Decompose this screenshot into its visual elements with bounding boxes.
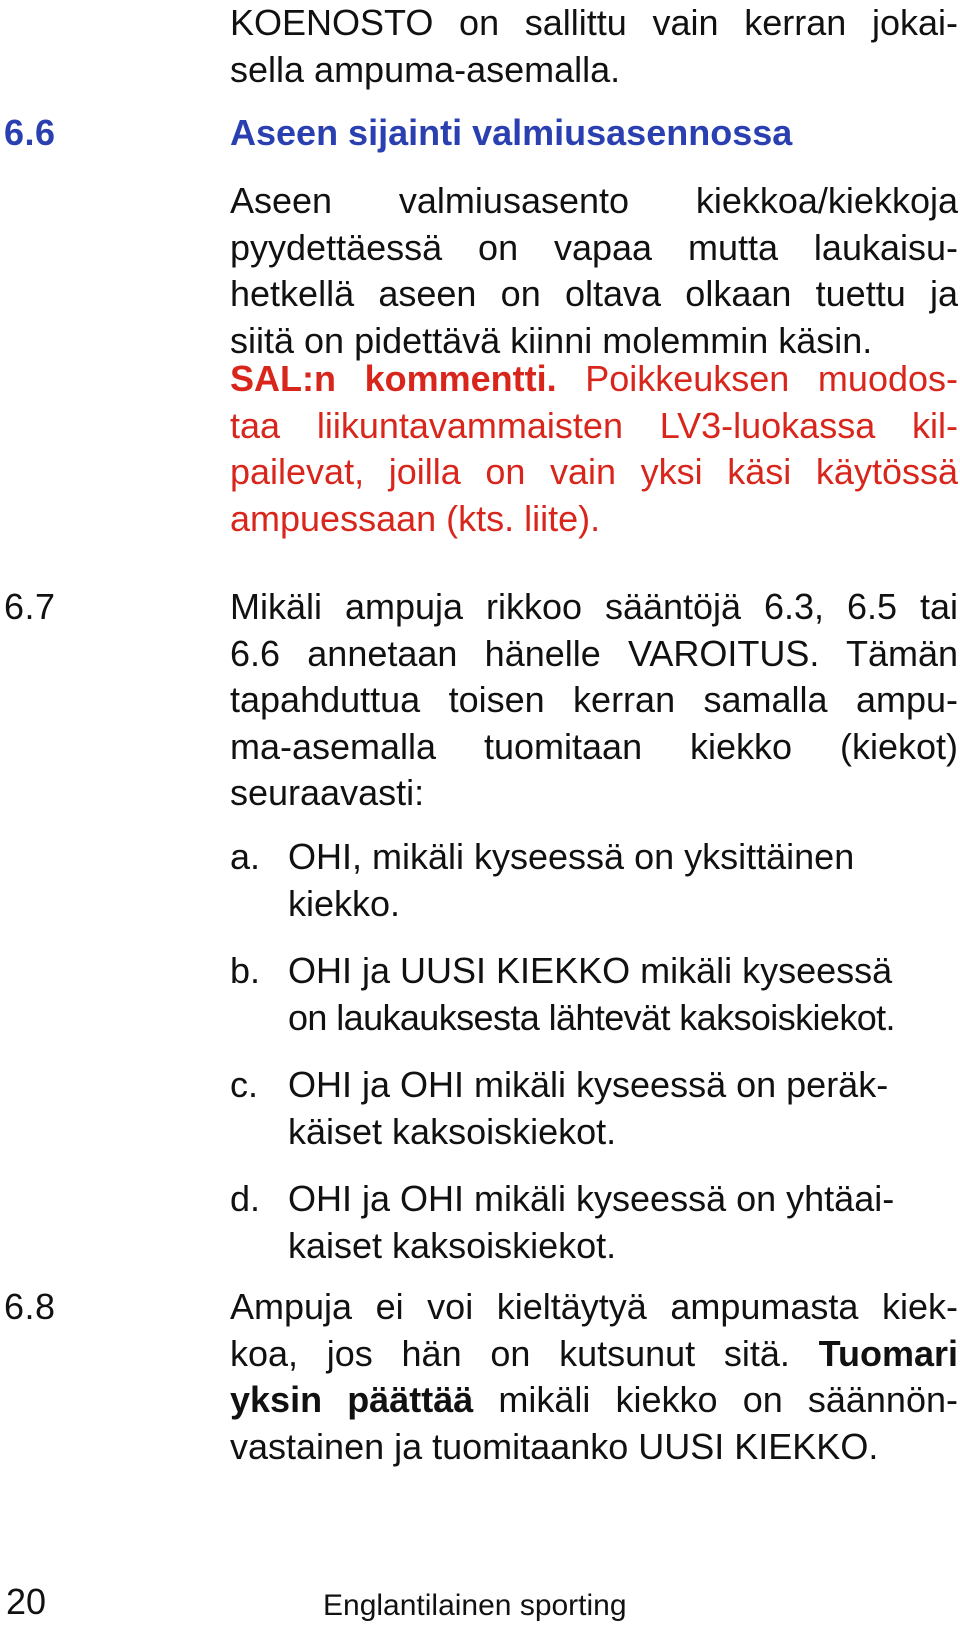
text-line: 6.6 annetaan hänelle VAROITUS. Tämän [230,632,958,674]
text-line: OHI ja OHI mikäli kyseessä on yhtäai- [288,1178,895,1219]
list-item [230,948,958,1041]
section-number-6-7: 6.7 [4,586,56,627]
comment-line [230,356,958,403]
section-6-7-paragraph [230,584,958,817]
section-number-6-8: 6.8 [4,1286,56,1327]
list-item-label: b. [230,950,261,991]
penalty-list [230,834,958,1269]
text-line [230,1377,958,1424]
text-line: vastainen ja tuomitaanko UUSI KIEKKO. [230,1425,879,1467]
text-line: Aseen valmiusasento kiekkoa/kiekkoja [230,180,958,221]
text-line: KOENOSTO on sallittu vain kerran jokai- [230,2,958,43]
list-item-label: d. [230,1178,261,1219]
emphasis-text: Tuomari [818,1332,958,1374]
text-line: sella ampuma-asemalla. [230,48,621,90]
text-line: käiset kaksoiskiekot. [288,1110,617,1152]
text-line: tapahduttua toisen kerran samalla ampu- [230,679,958,720]
section-6-6-paragraph [230,178,958,364]
text-line: Ampuja ei voi kieltäytyä ampumasta kiek- [230,1286,958,1327]
comment-line: taa liikuntavammaisten LV3-luokassa kil- [230,404,958,446]
list-item-label: c. [230,1064,259,1105]
section-title: Aseen sijainti valmiusasennossa [230,112,793,153]
text-line: OHI ja UUSI KIEKKO mikäli kyseessä [288,950,893,991]
section-6-8-paragraph [230,1284,958,1470]
comment-text: Poikkeuksen muodos- [556,358,958,399]
text-line: kaiset kaksoiskiekot. [288,1224,617,1266]
text-run: mikäli kiekko on säännön- [473,1379,958,1420]
sal-comment [230,356,958,542]
footer-title: Englantilainen sporting [323,1589,627,1622]
text-line: OHI, mikäli kyseessä on yksittäinen [288,836,855,877]
text-line: pyydettäessä on vapaa mutta laukaisu- [230,226,958,268]
list-item [230,1176,958,1269]
intro-paragraph [230,0,958,93]
text-line: hetkellä aseen on oltava olkaan tuettu ja [230,273,958,314]
list-item [230,1062,958,1155]
text-line: Mikäli ampuja rikkoo sääntöjä 6.3, 6.5 tai [230,586,958,627]
comment-line: ampuessaan (kts. liite). [230,497,601,539]
comment-line: pailevat, joilla on vain yksi käsi käytössä [230,451,958,492]
text-run: koa, jos hän on kutsunut sitä. [230,1332,819,1374]
comment-label: SAL:n kommentti. [230,358,557,399]
text-line: ma-asemalla tuomitaan kiekko (kiekot) [230,725,958,767]
section-heading-6-6 [230,110,958,157]
list-item [230,834,958,927]
list-item-label: a. [230,836,261,877]
section-number-6-6: 6.6 [4,112,56,153]
text-line: OHI ja OHI mikäli kyseessä on peräk- [288,1064,889,1105]
text-line [230,1331,958,1378]
text-line: siitä on pidettävä kiinni molemmin käsin. [230,319,873,361]
emphasis-text: yksin päättää [230,1379,474,1420]
text-line: seuraavasti: [230,772,425,813]
page-number: 20 [6,1581,47,1622]
text-line: kiekko. [288,882,401,924]
text-line: on laukauksesta lähtevät kaksoiskiekot. [288,996,895,1038]
